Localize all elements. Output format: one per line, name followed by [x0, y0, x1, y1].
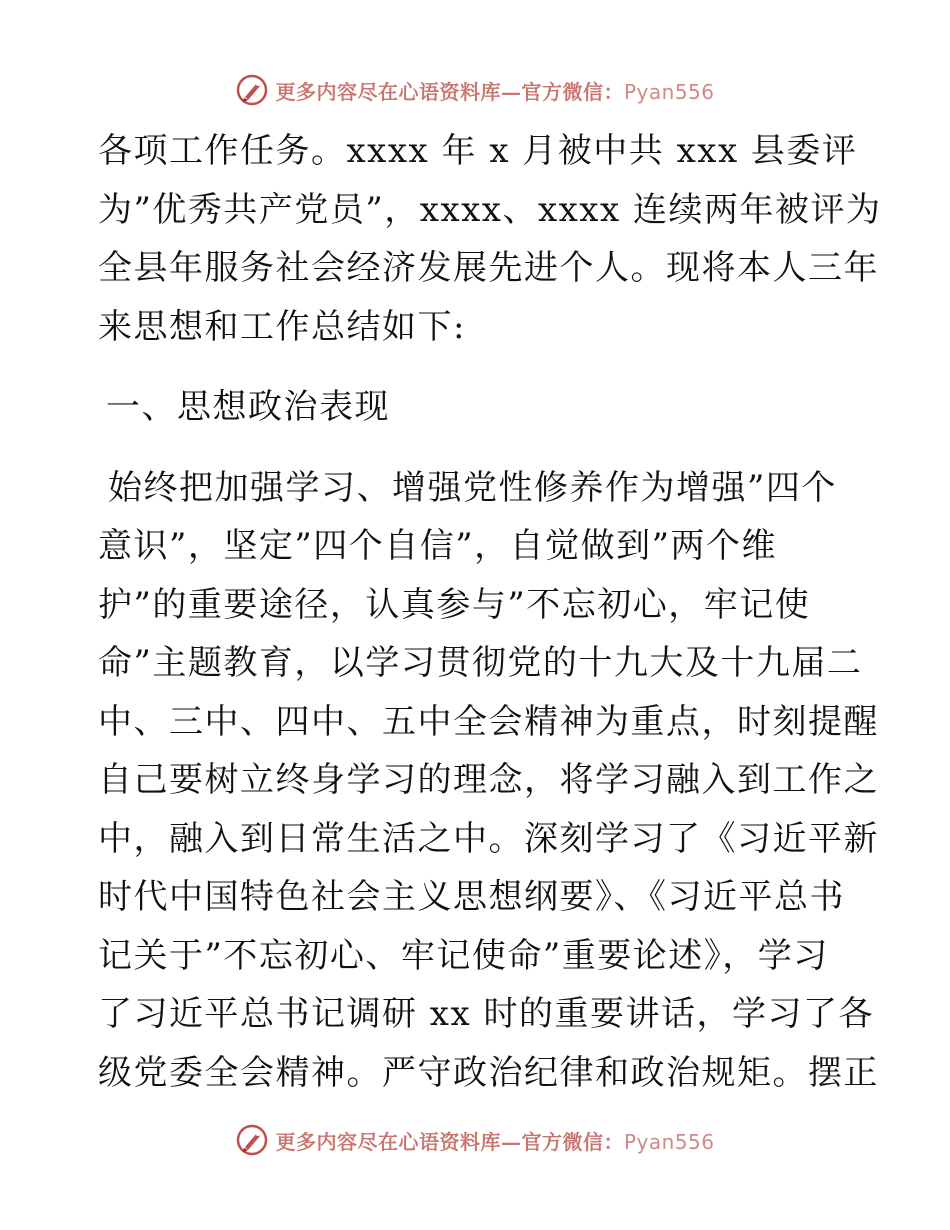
intro-line: 为”优秀共产党员”，xxxx、xxxx 连续两年被评为	[98, 189, 882, 230]
paragraph-line: 时代中国特色社会主义思想纲要》、《习近平总书	[98, 877, 845, 917]
paragraph-gap	[98, 437, 858, 459]
watermark-separator: —	[500, 1129, 522, 1154]
watermark-text	[275, 76, 714, 105]
watermark-account-handle: Pyan556	[623, 79, 715, 104]
paragraph-line: 记关于”不忘初心、牢记使命”重要论述》，学习	[98, 935, 829, 976]
paragraph-line: 始终把加强学习、增强党性修养作为增强”四个	[108, 467, 837, 508]
watermark-account-label: 官方微信：	[521, 1129, 624, 1154]
paragraph-line: 自己要树立终身学习的理念，将学习融入到工作之	[98, 760, 879, 800]
header-watermark	[0, 70, 950, 110]
paragraph-line: 中，融入到日常生活之中。深刻学习了《习近平新	[98, 818, 879, 859]
pen-nib-seal-icon	[235, 1123, 269, 1157]
paragraph-line: 级党委全会精神。严守政治纪律和政治规矩。摆正	[98, 1052, 879, 1093]
footer-watermark	[0, 1120, 950, 1160]
section-heading: 一、思想政治表现	[106, 387, 390, 427]
watermark-account-label: 官方微信：	[521, 79, 624, 104]
document-body	[98, 122, 882, 1102]
paragraph-line: 护”的重要途径，认真参与”不忘初心，牢记使	[98, 584, 811, 625]
watermark-separator: —	[500, 79, 522, 104]
intro-line: 各项工作任务。xxxx 年 x 月被中共 xxx 县委评	[98, 131, 858, 171]
pen-nib-seal-icon	[235, 73, 269, 107]
intro-line: 来思想和工作总结如下:	[98, 306, 466, 347]
paragraph-gap	[98, 356, 858, 378]
paragraph-line: 意识”，坚定”四个自信”，自觉做到”两个维	[98, 526, 778, 566]
watermark-text	[275, 1126, 714, 1155]
watermark-account-handle: Pyan556	[623, 1129, 715, 1154]
paragraph-line: 命”主题教育，以学习贯彻党的十九大及十九届二	[98, 643, 863, 683]
paragraph-line: 了习近平总书记调研 xx 时的重要讲话，学习了各	[98, 994, 874, 1034]
watermark-slogan: 更多内容尽在心语资料库	[275, 79, 501, 104]
watermark-slogan: 更多内容尽在心语资料库	[275, 1129, 501, 1154]
paragraph-line: 中、三中、四中、五中全会精神为重点，时刻提醒	[98, 701, 879, 742]
intro-line: 全县年服务社会经济发展先进个人。现将本人三年	[98, 248, 879, 288]
